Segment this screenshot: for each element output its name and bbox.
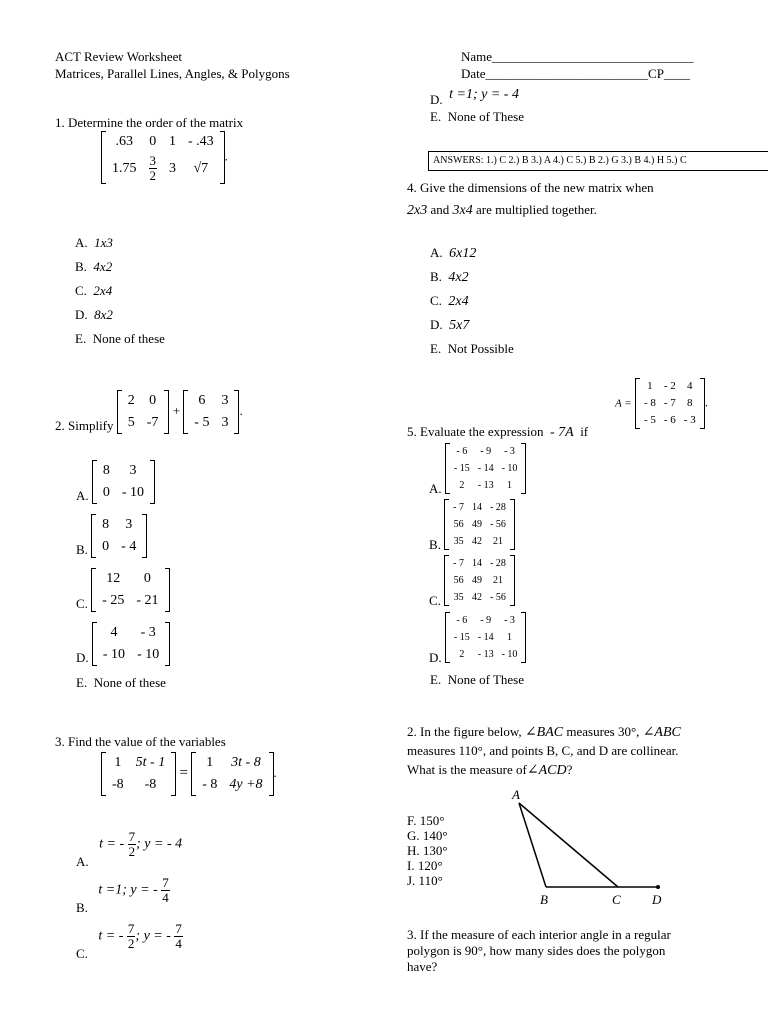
q5-matrix-a: A = 1 - 2 4 - 8 - 7 8 - 5 - 6 - 3 .	[615, 378, 708, 429]
q5-choice-a: A. - 6 - 9 - 3 - 15 - 14 - 10 2 - 13 1	[429, 443, 526, 497]
segment-ab	[519, 803, 546, 887]
choice-letter: B.	[75, 259, 87, 274]
q6-choices	[407, 813, 448, 888]
choice-letter: E.	[75, 331, 87, 346]
choice-text: 4x2	[93, 259, 113, 274]
matrix-cell: 0	[149, 134, 157, 149]
choice-letter: A.	[75, 235, 88, 250]
q6-prompt-line3: What is the measure of∠ACD?	[407, 762, 573, 778]
matrix-cell: 3	[169, 160, 176, 176]
q2-choice-b: B. 8 3 0 - 4	[76, 514, 147, 558]
choice-letter: C.	[75, 283, 87, 298]
choice-text: 2x4	[93, 283, 113, 298]
q2-prompt: 2. Simplify	[55, 418, 114, 433]
choice-letter: D.	[75, 307, 88, 322]
choice-text: I. 120°	[407, 858, 443, 873]
matrix-cell-fraction: $\frac{3}{2}$	[149, 153, 156, 183]
q5-choice-d: D. - 6 - 9 - 3 - 15 - 14 1 2 - 13 - 10	[429, 612, 526, 666]
name-field: Name_______________________________	[461, 49, 694, 64]
label-a: A	[512, 787, 520, 802]
triangle-figure	[500, 785, 680, 910]
choice-text: J. 110°	[407, 873, 443, 888]
choice-text: 1x3	[94, 235, 113, 250]
choice-text: 8x2	[94, 307, 113, 322]
q2-choice-e: E. None of these	[76, 675, 166, 690]
worksheet-subtitle: Matrices, Parallel Lines, Angles, & Polygons	[55, 66, 290, 81]
point-d-dot	[656, 885, 660, 889]
q2-choice-a: A. 8 3 0 - 10	[76, 460, 155, 504]
matrix-cell: - .43	[188, 134, 214, 149]
q4-choices: A. 6x12 B. 4x2 C. 2x4 D. 5x7 E. Not Possible	[430, 245, 514, 356]
q2-block: 2. Simplify 2 0 5 -7 + 6 3 - 5 3 .	[55, 390, 243, 434]
worksheet-title: ACT Review Worksheet	[55, 49, 183, 64]
q4-prompt-line2: 2x3 and 3x4 are multiplied together.	[407, 202, 597, 218]
answers-box: ANSWERS: 1.) C 2.) B 3.) A 4.) C 5.) B 2.) G 3.) B 4.) H 5.) C	[428, 151, 768, 171]
q1-matrix: .63 0 1 - .43 1.75 $\frac{3}{2}$ 3 √7 .	[101, 131, 228, 184]
q3-equation: 1 5t - 1 -8 -8 = 1 3t - 8 - 8 4y +8 .	[101, 752, 277, 796]
q2-choice-c: C. 12 0 - 25 - 21	[76, 568, 170, 612]
label-b: B	[540, 892, 548, 907]
q1-choices	[75, 235, 165, 355]
q3-choice-b: B. t =1; y = - $\frac{7}{4}$	[76, 875, 169, 915]
q3-choice-d: D. t =1; y = - 4	[430, 87, 519, 107]
choice-text: None of these	[92, 331, 165, 346]
q6-prompt-line1: 2. In the figure below, ∠BAC measures 30°, ∠ABC	[407, 724, 681, 740]
q2-matrix-2: 6 3 - 5 3	[183, 390, 239, 434]
q7-prompt: 3. If the measure of each interior angle in a regular polygon is 90°, how many sides does the polygon have?	[407, 927, 671, 974]
q3-choice-a: A. t = - $\frac{7}{2}$ ; y = - 4	[76, 829, 183, 869]
q5-choice-c: C. - 7 14 - 28 56 49 21 35 42 - 56	[429, 555, 515, 609]
matrix-cell: 1.75	[112, 160, 137, 176]
choice-text: G. 140°	[407, 828, 448, 843]
plus-sign: +	[172, 402, 181, 418]
q3-choice-c: C. t = - $\frac{7}{2}$ ; y = - $\frac{7}{4}$	[76, 921, 182, 961]
date-field: Date_________________________CP____	[461, 66, 690, 81]
choice-text: F. 150°	[407, 813, 445, 828]
q5-choice-b: B. - 7 14 - 28 56 49 - 56 35 42 21	[429, 499, 515, 553]
matrix-cell: √7	[193, 160, 209, 176]
q4-prompt: 4. Give the dimensions of the new matrix when	[407, 180, 654, 195]
q5-choice-e: E. None of These	[430, 672, 524, 687]
q5-prompt: 5. Evaluate the expression - 7A if	[407, 424, 589, 440]
segment-ac	[519, 803, 618, 887]
label-d: D	[652, 892, 662, 907]
q2-choice-d: D. 4 - 3 - 10 - 10	[76, 622, 170, 666]
label-c: C	[612, 892, 621, 907]
q3-choice-e: E. None of These	[430, 109, 524, 124]
q3-prompt: 3. Find the value of the variables	[55, 734, 226, 749]
matrix-cell: .63	[115, 134, 133, 149]
matrix-cell: 1	[169, 134, 176, 149]
q6-prompt-line2: measures 110°, and points B, C, and D are collinear.	[407, 743, 679, 758]
q1-prompt: 1. Determine the order of the matrix	[55, 115, 244, 130]
choice-text: H. 130°	[407, 843, 448, 858]
q2-matrix-1: 2 0 5 -7	[117, 390, 170, 434]
